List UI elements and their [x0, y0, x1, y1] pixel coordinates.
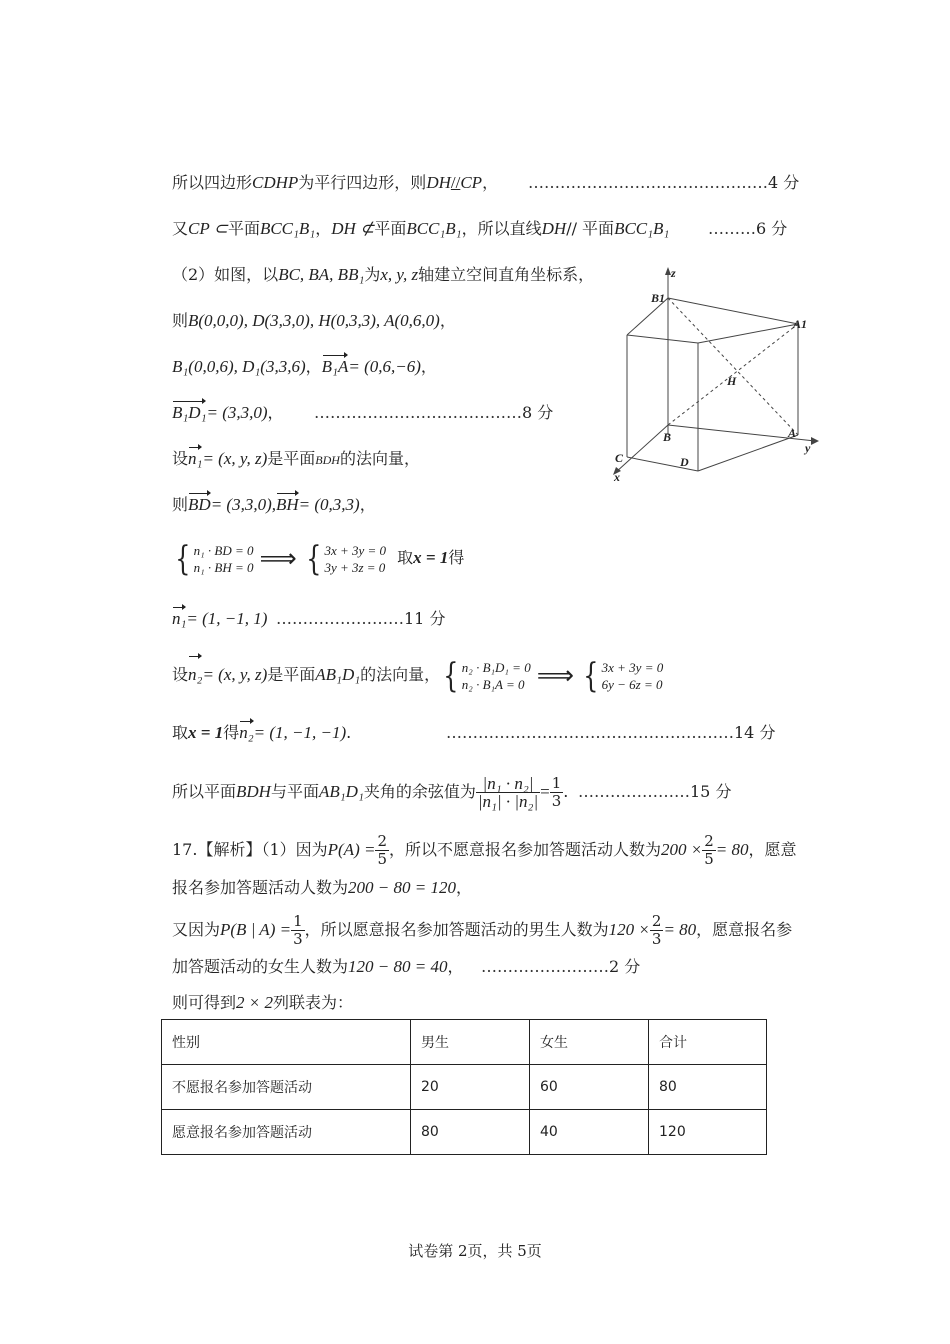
label-d: D: [680, 455, 689, 469]
text: 则: [172, 495, 189, 514]
score-line-10: [276, 608, 445, 630]
table-cell: 20: [411, 1065, 530, 1110]
text: ，: [482, 173, 499, 192]
text: ，愿意报名参: [696, 920, 793, 939]
dots: ………………………………………: [528, 173, 768, 192]
text: 又: [172, 219, 189, 238]
math: = (1, −1, 1): [186, 609, 268, 628]
line-12: [172, 722, 351, 744]
page-footer: 试卷第 2页，共 5页: [408, 1242, 542, 1260]
label-x: x: [614, 470, 620, 484]
label-h: H: [727, 374, 737, 388]
math: = 80: [663, 920, 697, 939]
label-a: A: [788, 426, 797, 440]
text: 是平面: [267, 449, 316, 468]
text: .: [346, 723, 352, 742]
diagonal-b1-a: [668, 298, 798, 435]
text: ，所以愿意报名参加答题活动的男生人数为: [304, 920, 609, 939]
text: ，: [439, 311, 456, 330]
text: ，: [359, 495, 376, 514]
fraction: [291, 913, 305, 948]
score-line-12: [446, 722, 775, 744]
denominator: 3: [651, 930, 662, 948]
implies-arrow: ⟹: [536, 660, 574, 691]
text: 又因为: [172, 920, 221, 939]
equation: 6y − 6z = 0: [601, 676, 663, 692]
text: 则可得到: [172, 993, 237, 1012]
table-header-cell: 女生: [530, 1020, 649, 1065]
text: 夹角的余弦值为: [363, 782, 476, 801]
math: = (0,3,3): [298, 495, 360, 514]
line-13: [172, 770, 568, 814]
math: P(A) =: [327, 840, 376, 859]
text: 列联表为：: [273, 993, 354, 1012]
math: x = 1: [413, 548, 449, 567]
numerator: 2: [651, 912, 662, 930]
table-row: [162, 1065, 767, 1110]
text: 取: [172, 723, 189, 742]
line-10: [172, 608, 267, 630]
text: ，: [305, 357, 322, 376]
score: 8 分: [522, 403, 554, 422]
vector: n₁: [188, 449, 203, 468]
text: 为平行四边形，则: [298, 173, 427, 192]
text: 则: [172, 311, 189, 330]
text: 是平面: [267, 665, 316, 684]
cosine-fraction: [476, 775, 540, 810]
score-line-6: [314, 402, 553, 424]
equation: n₁ · BH = 0: [193, 559, 254, 575]
table-cell: 愿意报名参加答题活动: [162, 1110, 411, 1155]
score: 4 分: [768, 173, 800, 192]
dots: ………………………………………………: [446, 723, 734, 742]
text: ，: [267, 403, 284, 422]
table-cell: 80: [649, 1065, 767, 1110]
text: 报名参加答题活动人数为: [172, 878, 349, 897]
vector: n₁: [172, 609, 187, 628]
math: 200 − 80 = 120: [348, 878, 456, 897]
text: 所以平面: [172, 782, 237, 801]
text: 得: [448, 548, 465, 567]
math: BCC₁B₁: [259, 219, 316, 238]
equation-stack: [602, 659, 664, 693]
math: x, y, z: [380, 265, 419, 284]
contingency-table: [161, 1019, 767, 1155]
fraction: [650, 913, 664, 948]
cube-coordinate-figure: [605, 265, 835, 490]
label-a1: A1: [793, 317, 808, 331]
math: = (3,3,0),: [210, 495, 276, 514]
parallel-symbol: //: [450, 173, 461, 192]
denominator: 3: [551, 792, 562, 810]
label-b: B: [663, 430, 672, 444]
math: = (0,6,−6): [348, 357, 421, 376]
numerator: 1: [293, 912, 303, 930]
text: ，所以不愿意报名参加答题活动人数为: [389, 840, 662, 859]
vector: n₂: [239, 723, 254, 742]
text: （2）如图，以: [172, 265, 279, 284]
numerator: 2: [377, 832, 387, 850]
math: = 80: [715, 840, 749, 859]
math: CP: [460, 173, 483, 192]
denominator: |n₁| · |n₂|: [477, 792, 539, 811]
text: 的法向量，: [339, 449, 420, 468]
line-17: [172, 956, 463, 978]
table-cell: 不愿报名参加答题活动: [162, 1065, 411, 1110]
dots: …………………: [578, 782, 690, 801]
math: BDH: [236, 782, 271, 801]
vector: n₂: [188, 657, 202, 693]
table-cell: 120: [649, 1110, 767, 1155]
math: = (x, y, z): [202, 449, 268, 468]
brace: {: [443, 655, 459, 696]
table-cell: 60: [530, 1065, 649, 1110]
text: 加答题活动的女生人数为: [172, 957, 349, 976]
score-line-17: [481, 956, 640, 978]
math: DH ⊄: [331, 219, 375, 238]
label-b1: B1: [651, 291, 666, 305]
math: 120 ×: [608, 920, 650, 939]
table-header-row: [162, 1020, 767, 1065]
brace: {: [583, 655, 599, 696]
table-cell: 40: [530, 1110, 649, 1155]
text: 平面: [227, 219, 260, 238]
line-15: [172, 877, 472, 899]
line-18: [172, 992, 353, 1014]
fraction: [375, 833, 389, 868]
math: 2 × 2: [236, 993, 273, 1012]
y-axis-arrow: [811, 437, 819, 445]
line-14: [172, 830, 797, 870]
equation: 3x + 3y = 0: [601, 659, 664, 675]
text: ，: [447, 957, 464, 976]
text: 得: [223, 723, 240, 742]
vector: BD: [188, 495, 211, 514]
text: 轴建立空间直角坐标系，: [418, 265, 595, 284]
equation: 3y + 3z = 0: [324, 559, 386, 575]
result-fraction: [550, 775, 564, 810]
vector: B₁D₁: [172, 403, 207, 422]
score-line-2: [708, 218, 787, 240]
text: 平面: [374, 219, 407, 238]
math: 200 ×: [661, 840, 703, 859]
score-line-1: [528, 172, 799, 194]
math: AB₁D₁: [315, 665, 361, 684]
text: 17.【解析】（1）因为: [172, 840, 328, 859]
line-6: [172, 402, 284, 424]
equals: =: [540, 782, 550, 801]
edge-d-a: [698, 435, 798, 471]
equation: n₁ · BD = 0: [193, 542, 254, 558]
text: 设: [172, 665, 189, 684]
equation-stack: [194, 542, 254, 576]
label-c: C: [615, 451, 624, 465]
line-1: [172, 172, 498, 194]
vector: B₁A: [321, 357, 349, 376]
implies-arrow: ⟹: [259, 543, 297, 574]
text: // 平面: [566, 219, 615, 238]
table-row: [162, 1110, 767, 1155]
score-line-13: [578, 781, 731, 803]
label-z: z: [671, 266, 676, 280]
equation: n₂ · B₁D₁ = 0: [461, 659, 531, 675]
math: BC, BA, BB₁: [278, 265, 365, 284]
text: 所以四边形: [172, 173, 253, 192]
table-header-cell: 男生: [411, 1020, 530, 1065]
dots: ……………………: [276, 609, 404, 628]
equation: 3x + 3y = 0: [324, 542, 387, 558]
score: 14 分: [734, 723, 776, 742]
math: = (x, y, z): [202, 665, 268, 684]
text: ，: [420, 357, 437, 376]
numerator: 2: [704, 832, 714, 850]
math: B₁(0,0,6), D₁(3,3,6): [172, 357, 306, 376]
math: BCC₁B₁: [406, 219, 462, 238]
equation-stack: [324, 542, 386, 576]
math: DH: [541, 219, 567, 238]
score: 2 分: [609, 957, 641, 976]
dots: …………………………………: [314, 403, 522, 422]
equation-stack: [462, 659, 531, 693]
text: .: [563, 782, 569, 801]
line-8: [172, 494, 376, 516]
line-16: [172, 910, 792, 950]
text: ，愿意: [748, 840, 797, 859]
math: = (3,3,0): [206, 403, 268, 422]
table-cell: 80: [411, 1110, 530, 1155]
equation: n₂ · B₁A = 0: [461, 676, 525, 692]
text: ，: [315, 219, 332, 238]
text: 取: [397, 548, 414, 567]
math: CP ⊂: [188, 219, 228, 238]
math: BDH: [315, 453, 340, 467]
text: 的法向量，: [360, 665, 441, 684]
vector: BH: [275, 495, 299, 514]
line-3: [172, 264, 594, 286]
line-11: [172, 657, 663, 694]
numerator: |n₁ · n₂|: [476, 775, 540, 793]
score: 15 分: [690, 782, 732, 801]
score: 6 分: [756, 219, 788, 238]
table-header-cell: 合计: [649, 1020, 767, 1065]
numerator: 1: [551, 774, 562, 792]
text: ，所以直线: [461, 219, 542, 238]
dots: ………: [708, 219, 756, 238]
math: x = 1: [188, 723, 224, 742]
score: 11 分: [404, 609, 446, 628]
line-5: [172, 356, 437, 378]
edge-d1-a1: [698, 324, 798, 343]
line-7: [172, 448, 420, 471]
edge-b1-a1: [668, 298, 798, 324]
denominator: 3: [293, 930, 303, 948]
line-9-system: [172, 540, 464, 577]
fraction: [702, 833, 716, 868]
math: B(0,0,0), D(3,3,0), H(0,3,3), A(0,6,0): [188, 311, 440, 330]
math: 120 − 80 = 40: [348, 957, 448, 976]
text: 与平面: [270, 782, 319, 801]
text: ，: [455, 878, 472, 897]
math: BCC₁B₁: [614, 219, 670, 238]
brace: {: [175, 538, 191, 579]
denominator: 5: [704, 850, 714, 868]
label-y: y: [805, 441, 811, 455]
math: = (1, −1, −1): [253, 723, 347, 742]
brace: {: [306, 538, 322, 579]
text: 设: [172, 449, 189, 468]
math: CDHP: [252, 173, 299, 192]
table-header-cell: 性别: [162, 1020, 411, 1065]
dots: ……………………: [481, 957, 609, 976]
x-axis: [615, 425, 668, 473]
math: DH: [426, 173, 451, 192]
math: P(B | A) =: [220, 920, 292, 939]
line-4: [172, 310, 456, 332]
edge-c1-d1: [627, 335, 698, 343]
denominator: 5: [377, 850, 387, 868]
line-2: [172, 218, 669, 240]
text: 为: [364, 265, 381, 284]
math: AB₁D₁: [318, 782, 364, 801]
